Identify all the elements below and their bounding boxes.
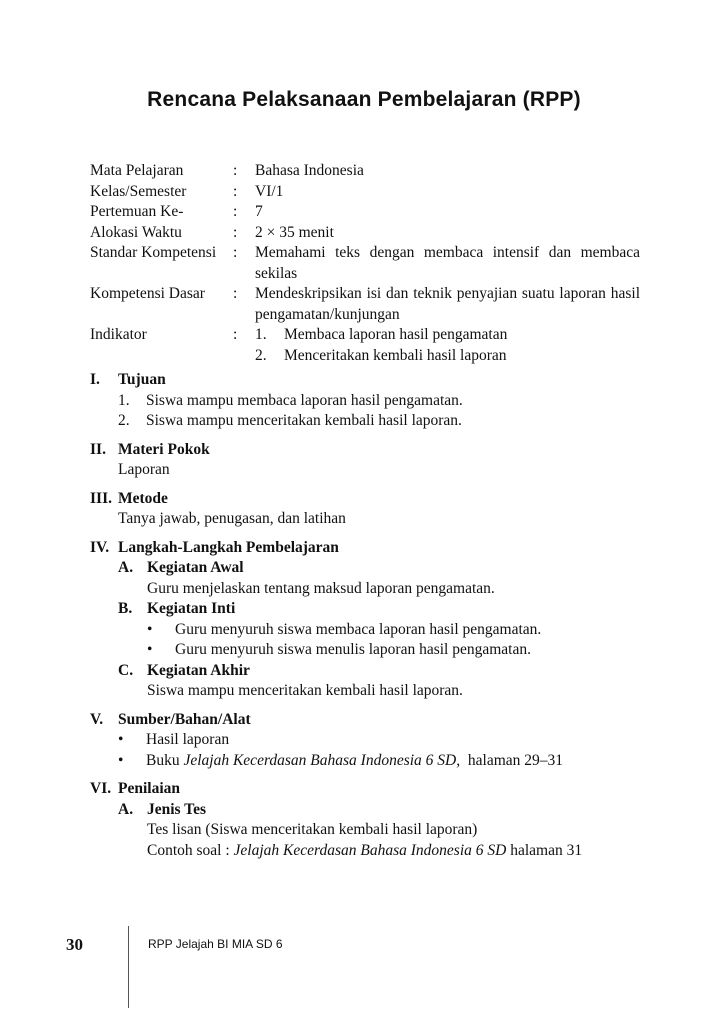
list-item [118,391,650,412]
subsection-kegiatan-akhir [118,661,650,702]
section-number: III. [90,489,112,507]
example-prefix: Contoh soal : [147,841,230,859]
section-body [118,440,650,481]
subsection-letter: C. [118,661,134,679]
section-body [118,489,650,530]
book-pages: halaman 29–31 [467,751,564,769]
list-number: 1. [255,326,267,343]
info-row-indikator [90,325,640,366]
info-row-standar [90,243,640,284]
section-tujuan [90,370,650,432]
info-row-pertemuan [90,202,640,223]
info-row-mata-pelajaran [90,161,640,182]
bullet-item [118,730,650,751]
section-penilaian [90,779,650,861]
subsection-jenis-tes [118,800,650,862]
section-body [118,370,650,432]
book-title: Jelajah Kecerdasan Bahasa Indonesia 6 SD, [183,751,461,769]
section-title: Tujuan [118,371,166,388]
bullet-text: Guru menyuruh siswa membaca laporan hasil pengamatan. [175,620,542,638]
section-materi [90,440,650,481]
info-label: Mata Pelajaran [90,162,184,179]
book-title: Jelajah Kecerdasan Bahasa Indonesia 6 SD [233,841,507,859]
bullet-icon: • [118,751,124,769]
list-number: 1. [118,391,130,409]
page-title: Rencana Pelaksanaan Pembelajaran (RPP) [147,88,581,111]
info-colon: : [233,162,238,179]
bullet-item [147,640,541,661]
list-item [255,325,640,346]
section-number: VI. [90,780,112,797]
bullet-icon: • [147,620,153,638]
info-value [255,325,640,366]
footer-text: RPP Jelajah BI MIA SD 6 [148,937,283,951]
info-row-alokasi [90,223,640,244]
info-row-kelas [90,182,640,203]
section-body [118,710,650,772]
info-value: Mendeskripsikan isi dan teknik penyajian suatu laporan hasil pengamatan/kunjungan [255,285,640,323]
list-item [255,346,640,367]
info-label: Pertemuan Ke- [90,203,184,220]
subsection-letter: A. [118,559,134,576]
list-text: Siswa mampu membaca laporan hasil pengamatan. [146,391,463,409]
list-number: 2. [255,346,267,364]
subsection-text [147,841,582,862]
info-label: Alokasi Waktu [90,223,182,241]
list-text: Membaca laporan hasil pengamatan [284,326,508,343]
subsection-title: Jenis Tes [147,800,207,818]
info-value: Bahasa Indonesia [255,162,364,179]
bullet-item [118,751,650,772]
section-number: I. [90,371,100,388]
sections [90,370,650,869]
info-value: 2 × 35 menit [255,223,334,241]
section-sumber [90,710,650,772]
section-number: II. [90,440,106,458]
bullet-text: Hasil laporan [146,731,230,748]
subsection-body [147,558,495,599]
subsection-title: Kegiatan Inti [147,600,236,617]
section-langkah [90,538,650,702]
subsection-body [147,800,582,862]
info-value: 7 [255,203,263,220]
list-text: Siswa mampu menceritakan kembali hasil laporan. [146,412,462,429]
subsection-title: Kegiatan Awal [147,559,244,576]
info-label: Indikator [90,326,147,343]
info-colon: : [233,326,238,343]
section-title: Materi Pokok [118,440,210,458]
section-title: Penilaian [118,780,181,797]
info-colon: : [233,203,238,220]
bullet-icon: • [147,641,153,658]
info-label: Kompetensi Dasar [90,285,205,302]
info-colon: : [233,223,238,241]
subsection-letter: A. [118,800,134,818]
bullet-icon: • [118,731,124,748]
footer-divider [128,926,129,1008]
section-body [118,538,650,702]
subsection-body [147,599,541,661]
info-value: Memahami teks dengan membaca intensif dan membaca sekilas [255,244,640,282]
bullet-item [147,620,541,641]
info-colon: : [233,182,238,200]
section-title: Langkah-Langkah Pembelajaran [118,538,339,556]
section-body [118,779,650,861]
list-item [118,411,650,432]
page-number: 30 [66,935,83,954]
info-label: Kelas/Semester [90,182,187,200]
info-colon: : [233,285,238,302]
list-text: Menceritakan kembali hasil laporan [284,346,507,364]
section-number: V. [90,710,104,728]
subsection-text: Guru menjelaskan tentang maksud laporan pengamatan. [147,579,495,597]
book-pages: halaman 31 [510,841,583,859]
section-number: IV. [90,538,110,556]
bullet-text: Guru menyuruh siswa menulis laporan hasil pengamatan. [175,641,531,658]
subsection-body [147,661,463,702]
subsection-text: Tes lisan (Siswa menceritakan kembali hasil laporan) [147,821,478,838]
info-row-kompetensi [90,284,640,325]
info-label: Standar Kompetensi [90,244,217,261]
list-number: 2. [118,412,130,429]
info-colon: : [233,244,238,261]
section-title: Metode [118,489,168,507]
subsection-kegiatan-awal [118,558,650,599]
section-text: Tanya jawab, penugasan, dan latihan [118,510,346,527]
subsection-text: Siswa mampu menceritakan kembali hasil laporan. [147,682,463,699]
subsection-letter: B. [118,600,133,617]
section-title: Sumber/Bahan/Alat [118,710,251,728]
info-value: VI/1 [255,182,284,200]
book-prefix: Buku [146,751,180,769]
bullet-text [146,751,563,772]
section-metode [90,489,650,530]
section-text: Laporan [118,461,170,478]
info-table [90,161,640,366]
subsection-kegiatan-inti [118,599,650,661]
subsection-title: Kegiatan Akhir [147,661,250,679]
